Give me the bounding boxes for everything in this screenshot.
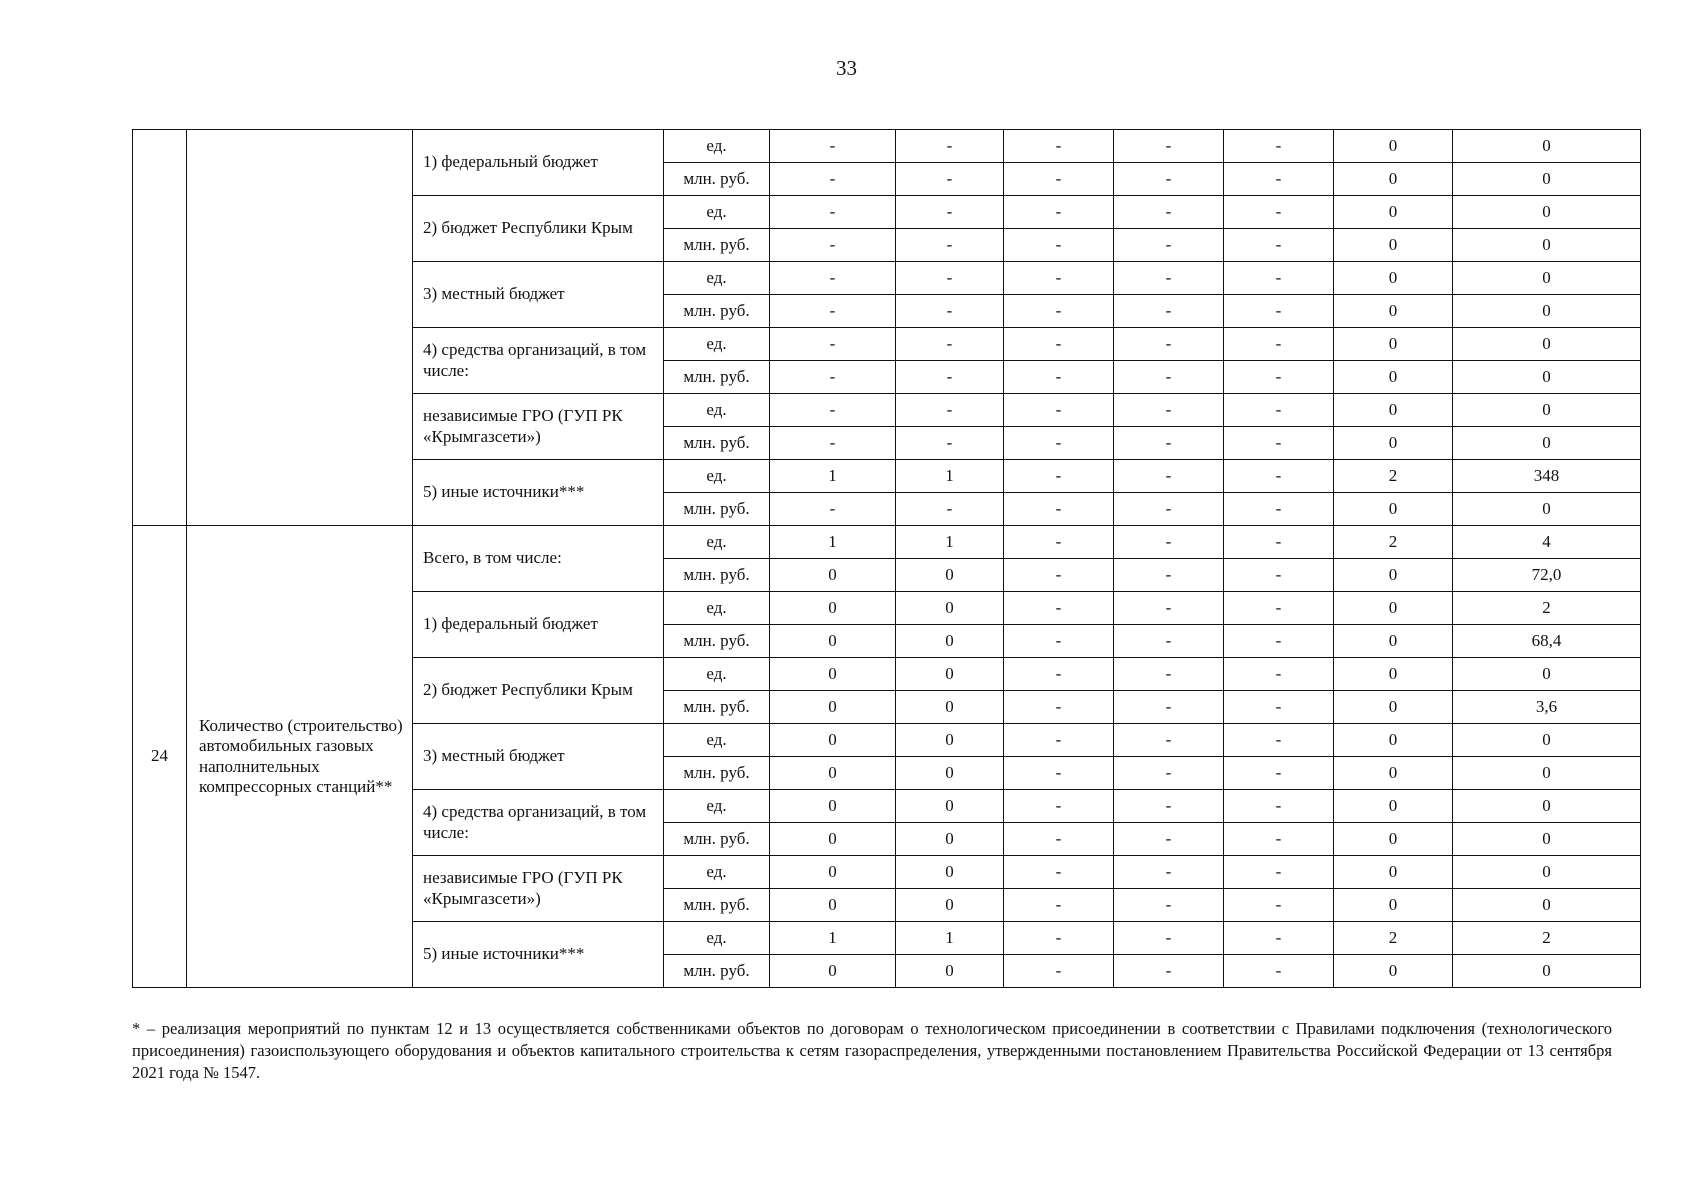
- value-cell: 0: [1334, 361, 1453, 394]
- value-cell: 0: [1334, 163, 1453, 196]
- unit-cell: ед.: [664, 460, 770, 493]
- value-cell: 0: [770, 856, 896, 889]
- unit-cell: ед.: [664, 130, 770, 163]
- value-cell: -: [1004, 559, 1114, 592]
- value-cell: -: [1004, 460, 1114, 493]
- value-cell: -: [1224, 526, 1334, 559]
- value-cell: 0: [1334, 724, 1453, 757]
- value-cell: -: [1004, 625, 1114, 658]
- unit-cell: млн. руб.: [664, 625, 770, 658]
- value-cell: 0: [1334, 889, 1453, 922]
- unit-cell: млн. руб.: [664, 163, 770, 196]
- value-cell: -: [770, 229, 896, 262]
- value-cell: -: [1114, 658, 1224, 691]
- value-cell: -: [1114, 856, 1224, 889]
- value-cell: 0: [1334, 691, 1453, 724]
- indicator-description-cell: [187, 130, 413, 526]
- value-cell: -: [770, 394, 896, 427]
- value-cell: -: [770, 262, 896, 295]
- value-cell: -: [1004, 361, 1114, 394]
- value-cell: 0: [1453, 658, 1641, 691]
- value-cell: 0: [1334, 262, 1453, 295]
- value-cell: -: [1114, 262, 1224, 295]
- funding-source-cell: 3) местный бюджет: [413, 724, 664, 790]
- value-cell: -: [1114, 757, 1224, 790]
- funding-source-cell: 5) иные источники***: [413, 922, 664, 988]
- unit-cell: ед.: [664, 196, 770, 229]
- value-cell: 0: [1334, 625, 1453, 658]
- value-cell: 0: [896, 757, 1004, 790]
- value-cell: 2: [1453, 922, 1641, 955]
- value-cell: -: [1004, 691, 1114, 724]
- value-cell: 0: [1453, 229, 1641, 262]
- value-cell: 72,0: [1453, 559, 1641, 592]
- value-cell: -: [1004, 592, 1114, 625]
- funding-source-cell: независимые ГРО (ГУП РК «Крымгазсети»): [413, 394, 664, 460]
- value-cell: -: [1224, 295, 1334, 328]
- value-cell: -: [1224, 427, 1334, 460]
- value-cell: -: [1114, 559, 1224, 592]
- value-cell: -: [1004, 724, 1114, 757]
- unit-cell: ед.: [664, 592, 770, 625]
- value-cell: 0: [1453, 196, 1641, 229]
- value-cell: -: [1114, 394, 1224, 427]
- value-cell: 0: [1334, 229, 1453, 262]
- value-cell: 0: [896, 889, 1004, 922]
- table-row: [133, 526, 1641, 559]
- value-cell: -: [1224, 493, 1334, 526]
- value-cell: -: [896, 328, 1004, 361]
- value-cell: -: [896, 163, 1004, 196]
- unit-cell: млн. руб.: [664, 823, 770, 856]
- value-cell: -: [1114, 691, 1224, 724]
- value-cell: 0: [896, 691, 1004, 724]
- value-cell: -: [1004, 526, 1114, 559]
- value-cell: -: [1224, 262, 1334, 295]
- value-cell: -: [1004, 163, 1114, 196]
- unit-cell: млн. руб.: [664, 691, 770, 724]
- value-cell: -: [896, 361, 1004, 394]
- value-cell: 0: [1453, 394, 1641, 427]
- unit-cell: ед.: [664, 724, 770, 757]
- value-cell: -: [1224, 922, 1334, 955]
- value-cell: -: [1004, 295, 1114, 328]
- value-cell: -: [1224, 328, 1334, 361]
- value-cell: 0: [1453, 757, 1641, 790]
- value-cell: -: [1004, 658, 1114, 691]
- value-cell: -: [1114, 823, 1224, 856]
- value-cell: 0: [1334, 394, 1453, 427]
- unit-cell: ед.: [664, 328, 770, 361]
- value-cell: -: [1224, 394, 1334, 427]
- unit-cell: млн. руб.: [664, 757, 770, 790]
- value-cell: 2: [1334, 526, 1453, 559]
- value-cell: 0: [1453, 856, 1641, 889]
- value-cell: 4: [1453, 526, 1641, 559]
- value-cell: 0: [1453, 493, 1641, 526]
- value-cell: 1: [770, 526, 896, 559]
- value-cell: 0: [1334, 196, 1453, 229]
- value-cell: -: [1224, 229, 1334, 262]
- value-cell: -: [1224, 955, 1334, 988]
- value-cell: -: [1224, 691, 1334, 724]
- value-cell: -: [1114, 196, 1224, 229]
- value-cell: 0: [896, 724, 1004, 757]
- value-cell: 0: [1453, 361, 1641, 394]
- value-cell: -: [1004, 493, 1114, 526]
- value-cell: 3,6: [1453, 691, 1641, 724]
- unit-cell: ед.: [664, 526, 770, 559]
- value-cell: -: [1004, 856, 1114, 889]
- value-cell: 0: [1453, 823, 1641, 856]
- value-cell: -: [1004, 955, 1114, 988]
- value-cell: 68,4: [1453, 625, 1641, 658]
- value-cell: 0: [1453, 889, 1641, 922]
- value-cell: -: [1224, 460, 1334, 493]
- unit-cell: млн. руб.: [664, 955, 770, 988]
- unit-cell: ед.: [664, 922, 770, 955]
- value-cell: 0: [1453, 163, 1641, 196]
- value-cell: 0: [1334, 295, 1453, 328]
- value-cell: -: [1004, 262, 1114, 295]
- value-cell: -: [1004, 790, 1114, 823]
- value-cell: 0: [1334, 757, 1453, 790]
- value-cell: -: [1114, 625, 1224, 658]
- value-cell: -: [1114, 295, 1224, 328]
- unit-cell: млн. руб.: [664, 889, 770, 922]
- value-cell: -: [1114, 526, 1224, 559]
- value-cell: -: [1224, 757, 1334, 790]
- value-cell: 0: [770, 790, 896, 823]
- value-cell: -: [1114, 493, 1224, 526]
- value-cell: 0: [1334, 856, 1453, 889]
- value-cell: -: [1224, 592, 1334, 625]
- value-cell: -: [896, 130, 1004, 163]
- value-cell: -: [896, 196, 1004, 229]
- value-cell: -: [1224, 724, 1334, 757]
- value-cell: -: [1224, 889, 1334, 922]
- table-row: [133, 130, 1641, 163]
- value-cell: 0: [770, 823, 896, 856]
- value-cell: 0: [896, 856, 1004, 889]
- funding-source-cell: независимые ГРО (ГУП РК «Крымгазсети»): [413, 856, 664, 922]
- value-cell: 0: [1334, 658, 1453, 691]
- unit-cell: млн. руб.: [664, 229, 770, 262]
- value-cell: 0: [896, 823, 1004, 856]
- value-cell: -: [770, 493, 896, 526]
- page-number: 33: [836, 56, 857, 80]
- value-cell: 1: [896, 460, 1004, 493]
- value-cell: -: [1004, 427, 1114, 460]
- value-cell: -: [1114, 955, 1224, 988]
- value-cell: 0: [896, 625, 1004, 658]
- value-cell: 0: [896, 559, 1004, 592]
- indicators-table: [132, 129, 1641, 988]
- unit-cell: ед.: [664, 262, 770, 295]
- value-cell: 0: [770, 889, 896, 922]
- funding-source-cell: 5) иные источники***: [413, 460, 664, 526]
- value-cell: -: [1114, 922, 1224, 955]
- unit-cell: млн. руб.: [664, 361, 770, 394]
- funding-source-cell: Всего, в том числе:: [413, 526, 664, 592]
- unit-cell: млн. руб.: [664, 295, 770, 328]
- value-cell: 0: [1334, 559, 1453, 592]
- value-cell: 1: [896, 526, 1004, 559]
- value-cell: 2: [1453, 592, 1641, 625]
- value-cell: 0: [1453, 130, 1641, 163]
- value-cell: -: [770, 427, 896, 460]
- value-cell: -: [1224, 856, 1334, 889]
- value-cell: 0: [896, 955, 1004, 988]
- value-cell: -: [896, 295, 1004, 328]
- footnote: * – реализация мероприятий по пунктам 12 и 13 осуществляется собственниками объектов по договорам о технологическом присоединении в соответствии с Правилами подключения (технологического присоединения) газоиспользующего оборудования и объектов капитального строительства к сетям газораспределения, утвержденными постановлением Правительства Российской Федерации от 13 сентября 2021 года № 1547.: [132, 1019, 1612, 1082]
- value-cell: -: [1224, 823, 1334, 856]
- value-cell: -: [1114, 592, 1224, 625]
- unit-cell: ед.: [664, 658, 770, 691]
- value-cell: -: [770, 295, 896, 328]
- value-cell: -: [1004, 922, 1114, 955]
- value-cell: 1: [770, 460, 896, 493]
- item-number-cell: 24: [133, 526, 187, 988]
- value-cell: 0: [770, 955, 896, 988]
- value-cell: 0: [1453, 955, 1641, 988]
- value-cell: 0: [896, 592, 1004, 625]
- value-cell: -: [1114, 790, 1224, 823]
- value-cell: -: [1004, 757, 1114, 790]
- value-cell: -: [1224, 625, 1334, 658]
- value-cell: 348: [1453, 460, 1641, 493]
- value-cell: -: [1224, 790, 1334, 823]
- value-cell: -: [1114, 328, 1224, 361]
- funding-source-cell: 1) федеральный бюджет: [413, 592, 664, 658]
- value-cell: -: [1114, 130, 1224, 163]
- value-cell: -: [1224, 361, 1334, 394]
- value-cell: 0: [770, 757, 896, 790]
- value-cell: 0: [1334, 427, 1453, 460]
- value-cell: -: [1114, 229, 1224, 262]
- funding-source-cell: 3) местный бюджет: [413, 262, 664, 328]
- unit-cell: ед.: [664, 790, 770, 823]
- value-cell: 0: [1334, 130, 1453, 163]
- value-cell: -: [1004, 196, 1114, 229]
- value-cell: 0: [1453, 724, 1641, 757]
- value-cell: 0: [770, 724, 896, 757]
- value-cell: 1: [770, 922, 896, 955]
- value-cell: 1: [896, 922, 1004, 955]
- value-cell: 0: [1334, 823, 1453, 856]
- value-cell: 0: [1453, 790, 1641, 823]
- funding-source-cell: 4) средства организаций, в том числе:: [413, 790, 664, 856]
- value-cell: -: [770, 328, 896, 361]
- value-cell: -: [1114, 163, 1224, 196]
- value-cell: -: [1114, 724, 1224, 757]
- value-cell: -: [1114, 889, 1224, 922]
- value-cell: 0: [1334, 955, 1453, 988]
- value-cell: -: [1224, 658, 1334, 691]
- value-cell: -: [1224, 163, 1334, 196]
- funding-source-cell: 4) средства организаций, в том числе:: [413, 328, 664, 394]
- value-cell: 0: [770, 625, 896, 658]
- value-cell: -: [770, 163, 896, 196]
- value-cell: 0: [896, 658, 1004, 691]
- value-cell: 0: [1334, 493, 1453, 526]
- value-cell: 0: [1334, 592, 1453, 625]
- value-cell: 0: [1453, 427, 1641, 460]
- value-cell: -: [1004, 394, 1114, 427]
- value-cell: 0: [770, 658, 896, 691]
- value-cell: -: [1004, 889, 1114, 922]
- value-cell: -: [896, 427, 1004, 460]
- value-cell: 0: [1453, 262, 1641, 295]
- value-cell: -: [1004, 229, 1114, 262]
- unit-cell: ед.: [664, 394, 770, 427]
- funding-source-cell: 2) бюджет Республики Крым: [413, 658, 664, 724]
- value-cell: -: [1114, 361, 1224, 394]
- value-cell: 0: [1453, 328, 1641, 361]
- value-cell: -: [1004, 823, 1114, 856]
- unit-cell: млн. руб.: [664, 493, 770, 526]
- value-cell: 2: [1334, 922, 1453, 955]
- value-cell: -: [770, 361, 896, 394]
- value-cell: -: [1224, 130, 1334, 163]
- value-cell: 0: [1334, 328, 1453, 361]
- value-cell: 0: [896, 790, 1004, 823]
- indicator-description-cell: Количество (строительство) автомобильных газовых наполнительных компрессорных станций**: [187, 526, 413, 988]
- value-cell: 0: [770, 559, 896, 592]
- value-cell: 0: [770, 691, 896, 724]
- funding-source-cell: 1) федеральный бюджет: [413, 130, 664, 196]
- unit-cell: ед.: [664, 856, 770, 889]
- value-cell: -: [896, 394, 1004, 427]
- value-cell: -: [1004, 130, 1114, 163]
- funding-source-cell: 2) бюджет Республики Крым: [413, 196, 664, 262]
- value-cell: -: [770, 196, 896, 229]
- item-number-cell: [133, 130, 187, 526]
- value-cell: -: [1224, 196, 1334, 229]
- value-cell: -: [1114, 427, 1224, 460]
- unit-cell: млн. руб.: [664, 559, 770, 592]
- value-cell: -: [770, 130, 896, 163]
- value-cell: 0: [1334, 790, 1453, 823]
- value-cell: 2: [1334, 460, 1453, 493]
- value-cell: -: [896, 229, 1004, 262]
- value-cell: 0: [770, 592, 896, 625]
- value-cell: -: [1004, 328, 1114, 361]
- value-cell: 0: [1453, 295, 1641, 328]
- unit-cell: млн. руб.: [664, 427, 770, 460]
- value-cell: -: [1114, 460, 1224, 493]
- value-cell: -: [896, 493, 1004, 526]
- value-cell: -: [1224, 559, 1334, 592]
- value-cell: -: [896, 262, 1004, 295]
